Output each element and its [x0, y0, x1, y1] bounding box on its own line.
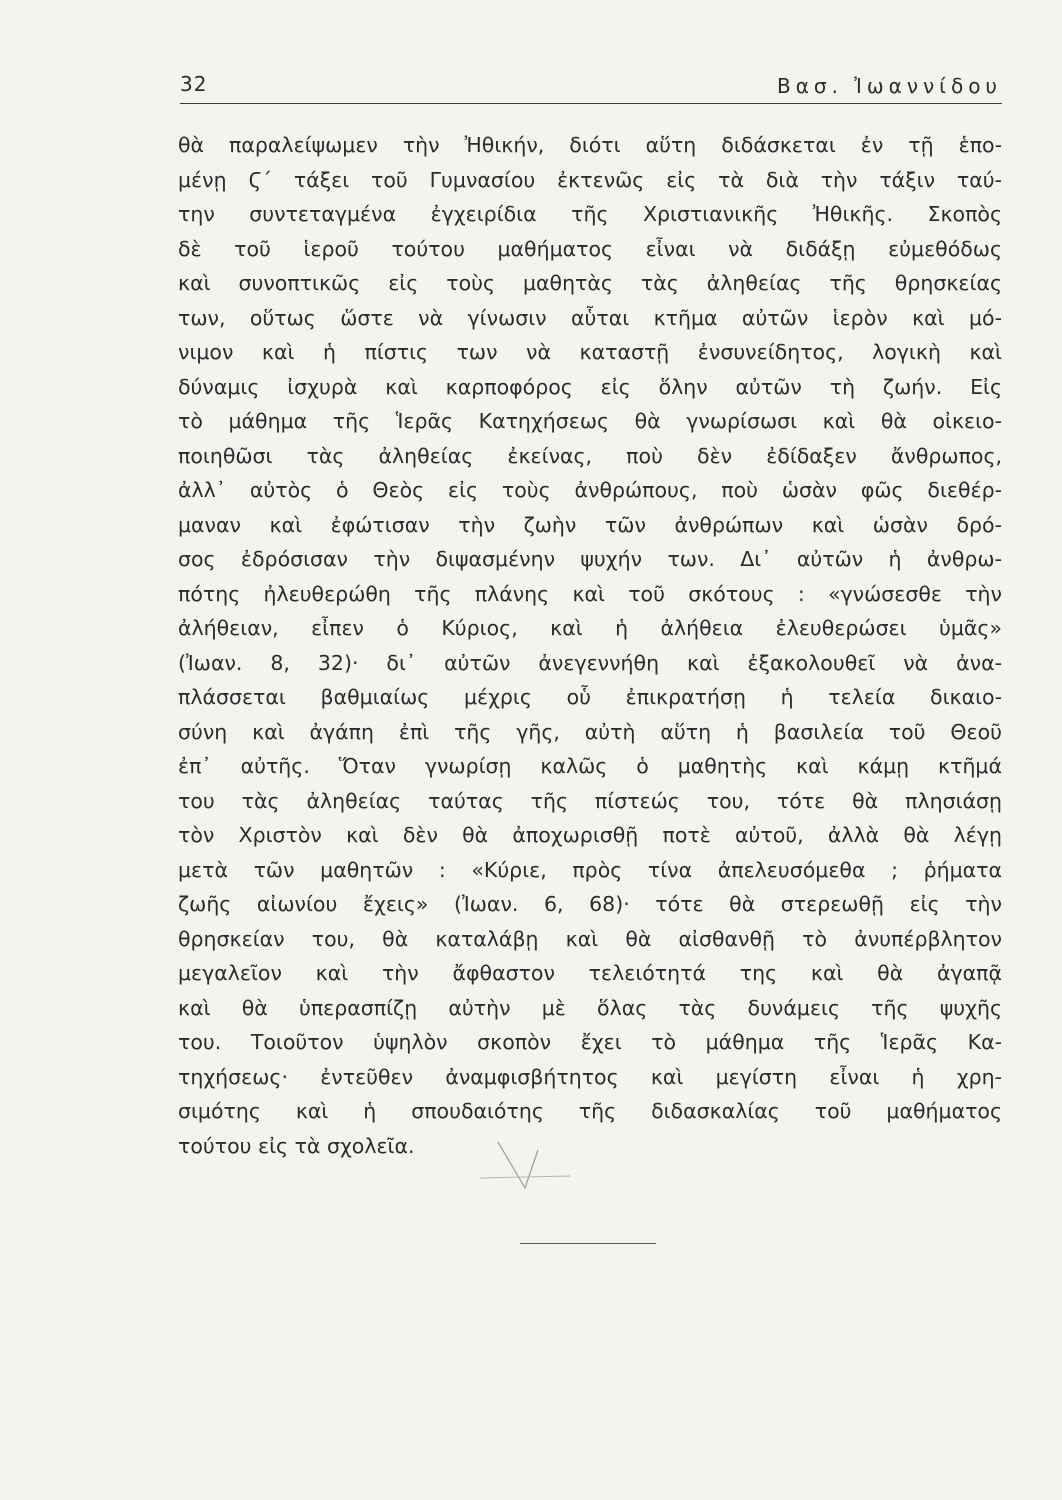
- text-line: του. Τοιοῦτον ὑψηλὸν σκοπὸν ἔχει τὸ μάθημα τῆς Ἱερᾶς Κα-: [178, 1030, 1002, 1054]
- text-line: σος ἐδρόσισαν τὴν διψασμένην ψυχήν των. Δι᾽ αὐτῶν ἡ ἀνθρω-: [178, 547, 1002, 571]
- text-line: δύναμις ἰσχυρὰ καὶ καρποφόρος εἰς ὅλην αὐτῶν τὴ ζωήν. Εἰς: [178, 374, 1002, 399]
- text-line: ποιηθῶσι τὰς ἀληθείας ἐκείνας, ποὺ δὲν ἐδίδαξεν ἄνθρωπος,: [178, 443, 1002, 468]
- text-line: μένῃ Ϛ΄ τάξει τοῦ Γυμνασίου ἐκτενῶς εἰς τὰ διὰ τὴν τάξιν ταύ-: [178, 167, 1002, 192]
- text-line: καὶ συνοπτικῶς εἰς τοὺς μαθητὰς τὰς ἀληθείας τῆς θρησκείας: [178, 271, 1002, 295]
- body-text: [178, 128, 1002, 1163]
- text-line: τὸν Χριστὸν καὶ δὲν θὰ ἀποχωρισθῇ ποτὲ αὐτοῦ, ἀλλὰ θὰ λέγῃ: [178, 823, 1002, 847]
- text-line: θὰ παραλείψωμεν τὴν Ἠθικήν, διότι αὕτη διδάσκεται ἐν τῇ ἑπο-: [178, 133, 1002, 157]
- text-line: σιμότης καὶ ἡ σπουδαιότης τῆς διδασκαλίας τοῦ μαθήματος: [178, 1099, 1002, 1123]
- text-line: πλάσσεται βαθμιαίως μέχρις οὗ ἐπικρατήσῃ ἡ τελεία δικαιο-: [178, 685, 1002, 709]
- text-line: δὲ τοῦ ἱεροῦ τούτου μαθήματος εἶναι νὰ διδάξῃ εὐμεθόδως: [178, 236, 1002, 261]
- text-line: τηχήσεως· ἐντεῦθεν ἀναμφισβήτητος καὶ μεγίστη εἶναι ἡ χρη-: [178, 1064, 1002, 1089]
- text-line: ἐπ᾽ αὐτῆς. Ὅταν γνωρίσῃ καλῶς ὁ μαθητὴς καὶ κάμῃ κτῆμά: [178, 754, 1002, 778]
- text-line: θρησκείαν του, θὰ καταλάβῃ καὶ θὰ αἰσθανθῇ τὸ ἀνυπέρβλητον: [178, 926, 1002, 951]
- text-line: του τὰς ἀληθείας ταύτας τῆς πίστεώς του, τότε θὰ πλησιάσῃ: [178, 788, 1002, 813]
- text-line: τὸ μάθημα τῆς Ἱερᾶς Κατηχήσεως θὰ γνωρίσωσι καὶ θὰ οἰκειο-: [178, 409, 1002, 433]
- page-number: 32: [180, 72, 208, 96]
- text-line-final: τούτου εἰς τὰ σχολεῖα.: [178, 1133, 415, 1158]
- text-line: σύνη καὶ ἀγάπη ἐπὶ τῆς γῆς, αὐτὴ αὕτη ἡ βασιλεία τοῦ Θεοῦ: [178, 719, 1002, 744]
- text-line: πότης ἠλευθερώθη τῆς πλάνης καὶ τοῦ σκότους : «γνώσεσθε τὴν: [178, 581, 1002, 606]
- text-line: μεγαλεῖον καὶ τὴν ἄφθαστον τελειότητά της καὶ θὰ ἀγαπᾷ: [178, 961, 1002, 985]
- running-head-author: Βασ. Ἰωαννίδου: [777, 74, 1002, 98]
- text-line: ἀλήθειαν, εἶπεν ὁ Κύριος, καὶ ἡ ἀλήθεια ἐλευθερώσει ὑμᾶς»: [178, 616, 1002, 640]
- text-line: την συντεταγμένα ἐγχειρίδια τῆς Χριστιανικῆς Ἠθικῆς. Σκοπὸς: [178, 202, 1002, 226]
- text-line: ζωῆς αἰωνίου ἔχεις» (Ἰωαν. 6, 68)· τότε θὰ στερεωθῇ εἰς τὴν: [178, 892, 1002, 916]
- text-line: μετὰ τῶν μαθητῶν : «Κύριε, πρὸς τίνα ἀπελευσόμεθα ; ῥήματα: [178, 857, 1002, 882]
- pen-mark: [470, 1140, 580, 1190]
- end-rule: [520, 1243, 656, 1244]
- text-line: μαναν καὶ ἐφώτισαν τὴν ζωὴν τῶν ἀνθρώπων καὶ ὡσὰν δρό-: [178, 512, 1002, 537]
- text-line: (Ἰωαν. 8, 32)· δι᾽ αὐτῶν ἀνεγεννήθη καὶ ἐξακολουθεῖ νὰ ἀνα-: [178, 650, 1002, 675]
- page-header: [180, 72, 1002, 106]
- text-line: ἀλλ᾽ αὐτὸς ὁ Θεὸς εἰς τοὺς ἀνθρώπους, ποὺ ὡσὰν φῶς διεθέρ-: [178, 478, 1002, 502]
- text-line: νιμον καὶ ἡ πίστις των νὰ καταστῇ ἐνσυνείδητος, λογικὴ καὶ: [178, 340, 1002, 364]
- text-line: των, οὕτως ὥστε νὰ γίνωσιν αὗται κτῆμα αὐτῶν ἱερὸν καὶ μό-: [178, 305, 1002, 330]
- header-rule: [180, 103, 1002, 104]
- text-line: καὶ θὰ ὑπερασπίζῃ αὐτὴν μὲ ὅλας τὰς δυνάμεις τῆς ψυχῆς: [178, 995, 1002, 1020]
